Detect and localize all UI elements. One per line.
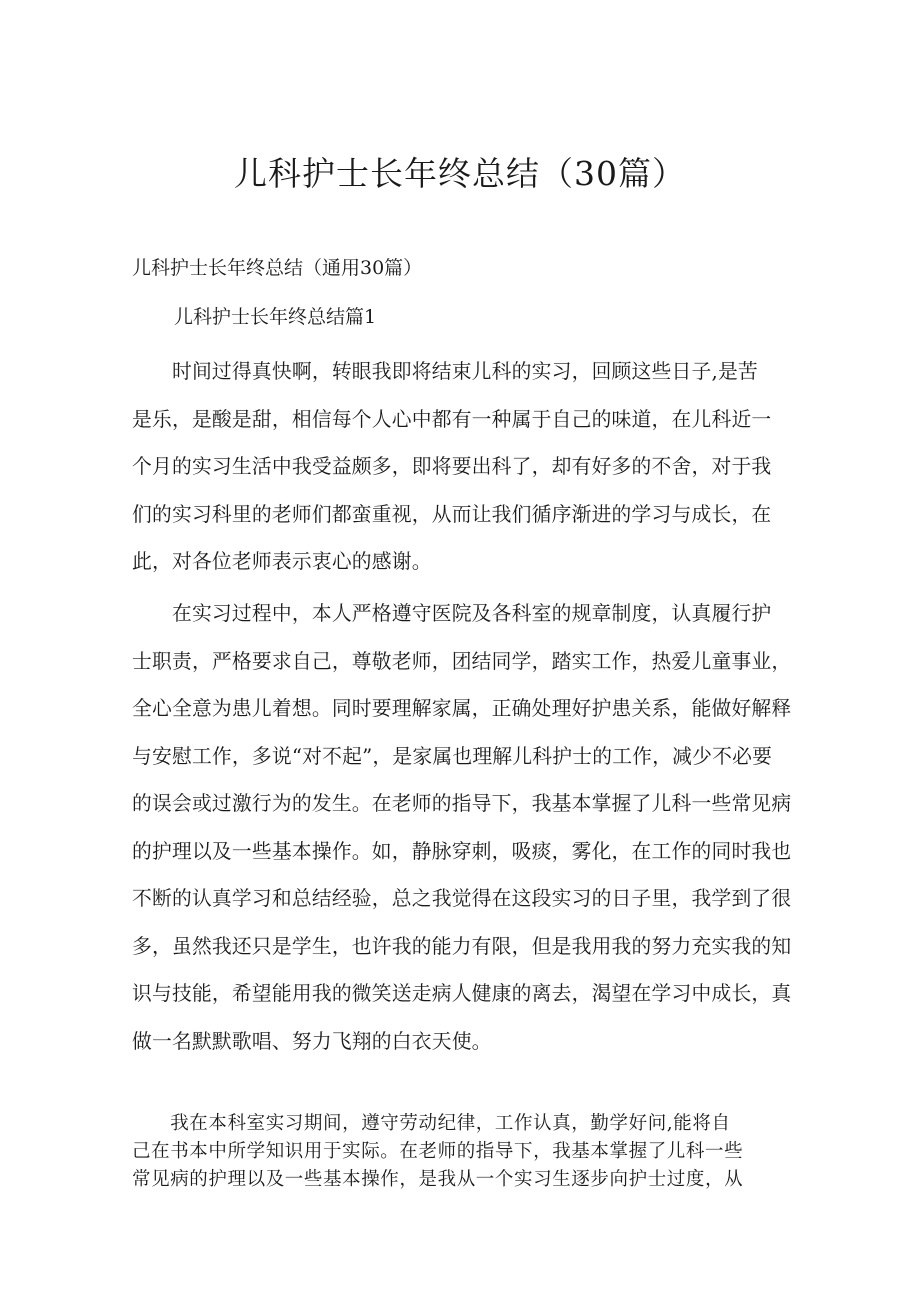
document-title: 儿科护士长年终总结（30篇） (234, 154, 686, 193)
paragraph-line: 此，对各位老师表示衷心的感谢。 (132, 550, 432, 573)
paragraph-line: 不断的认真学习和总结经验，总之我觉得在这段实习的日子里，我学到了很 (132, 887, 792, 910)
paragraph-line: 是乐，是酸是甜，相信每个人心中都有一种属于自己的味道，在儿科近一 (132, 407, 772, 431)
paragraph-line: 己在书本中所学知识用于实际。在老师的指导下，我基本掌握了儿科一些 (132, 1141, 744, 1162)
paragraph-line: 做一名默默歌唱、努力飞翔的白衣天使。 (132, 1029, 492, 1053)
document-subtitle: 儿科护士长年终总结（通用30篇） (132, 257, 423, 279)
paragraph-line: 多，虽然我还只是学生，也许我的能力有限，但是我用我的努力充实我的知 (132, 934, 792, 958)
paragraph-line: 全心全意为患儿着想。同时要理解家属，正确处理好护患关系，能做好解释 (132, 697, 792, 720)
paragraph-2 (132, 590, 791, 1065)
section-heading: 儿科护士长年终总结篇1 (174, 306, 377, 328)
paragraph-line: 与安慰工作，多说“对不起”，是家属也理解儿科护士的工作，减少不必要 (132, 744, 773, 768)
paragraph-line: 在实习过程中，本人严格遵守医院及各科室的规章制度，认真履行护 (132, 602, 772, 625)
paragraph-line: 我在本科室实习期间，遵守劳动纪律，工作认真，勤学好问,能将自 (132, 1113, 731, 1134)
paragraph-line: 常见病的护理以及一些基本操作，是我从一个实习生逐步向护士过度，从 (132, 1169, 744, 1190)
paragraph-line: 识与技能，希望能用我的微笑送走病人健康的离去，渴望在学习中成长，真 (132, 982, 792, 1005)
paragraph-line: 士职责，严格要求自己，尊敬老师，团结同学，踏实工作，热爱儿童事业， (132, 649, 792, 673)
paragraph-line: 们的实习科里的老师们都蛮重视，从而让我们循序渐进的学习与成长，在 (132, 502, 772, 526)
paragraph-1 (132, 348, 771, 586)
paragraph-line: 个月的实习生活中我受益颇多，即将要出科了，却有好多的不舍，对于我 (132, 455, 772, 478)
paragraph-line: 的误会或过激行为的发生。在老师的指导下，我基本掌握了儿科一些常见病 (132, 792, 792, 815)
paragraph-line: 的护理以及一些基本操作。如，静脉穿刺，吸痰，雾化，在工作的同时我也 (132, 839, 792, 863)
paragraph-3 (132, 1110, 743, 1194)
paragraph-line: 时间过得真快啊，转眼我即将结束儿科的实习，回顾这些日子,是苦 (132, 360, 758, 383)
